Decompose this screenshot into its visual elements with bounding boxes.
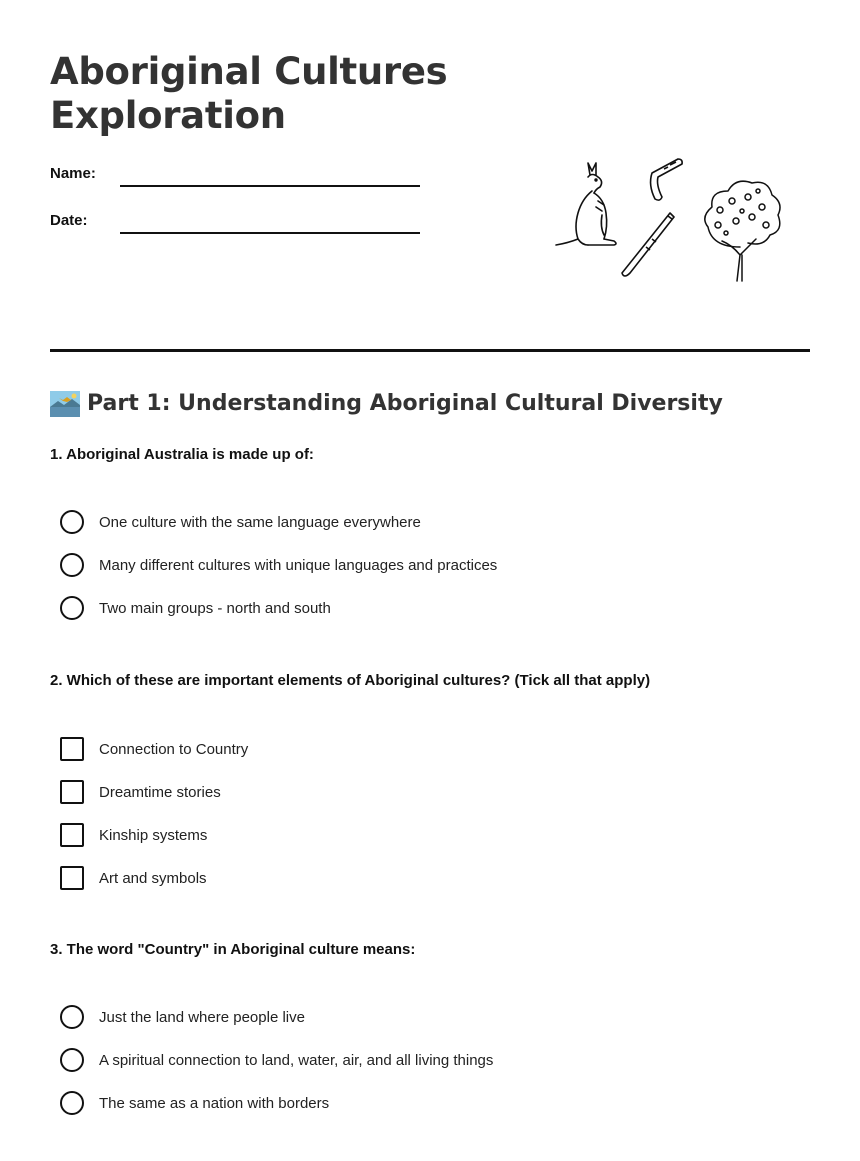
option-label: Just the land where people live [99,1008,305,1026]
checkbox[interactable] [60,737,84,761]
q2-option-4[interactable] [60,866,207,890]
radio-button[interactable] [60,596,84,620]
q1-option-1[interactable] [60,510,421,534]
radio-button[interactable] [60,1005,84,1029]
q2-option-3[interactable] [60,823,207,847]
option-label: One culture with the same language everywhere [99,513,421,531]
checkbox[interactable] [60,823,84,847]
option-label: A spiritual connection to land, water, air, and all living things [99,1051,494,1069]
option-label: Dreamtime stories [99,783,221,801]
q1-option-3[interactable] [60,596,331,620]
date-line[interactable] [120,232,420,234]
date-label: Date: [50,212,88,229]
radio-button[interactable] [60,1048,84,1072]
q2-option-2[interactable] [60,780,221,804]
name-line[interactable] [120,185,420,187]
question-2: 2. Which of these are important elements of Aboriginal cultures? (Tick all that apply) [50,672,651,689]
illustrations [552,155,787,287]
checkbox[interactable] [60,780,84,804]
radio-button[interactable] [60,1091,84,1115]
q1-option-2[interactable] [60,553,497,577]
part1-title-text: Part 1: Understanding Aboriginal Cultural Diversity [87,391,723,416]
didgeridoo-icon [622,213,674,276]
q3-option-1[interactable] [60,1005,305,1029]
part1-title [50,389,723,419]
option-label: The same as a nation with borders [99,1094,330,1112]
question-1: 1. Aboriginal Australia is made up of: [50,446,314,463]
checkbox[interactable] [60,866,84,890]
q2-option-1[interactable] [60,737,248,761]
q3-option-3[interactable] [60,1091,329,1115]
q3-option-2[interactable] [60,1048,493,1072]
option-label: Two main groups - north and south [99,599,331,617]
radio-button[interactable] [60,553,84,577]
option-label: Art and symbols [99,869,207,887]
name-field[interactable] [50,165,430,189]
landscape-photo-icon [50,391,80,417]
section-divider [50,349,810,352]
page-title: Aboriginal Cultures Exploration [50,50,448,137]
question-3: 3. The word "Country" in Aboriginal culture means: [50,941,416,958]
boomerang-icon [651,159,683,200]
option-label: Kinship systems [99,826,208,844]
tree-icon [705,181,780,281]
name-label: Name: [50,165,96,182]
kangaroo-icon [556,163,616,245]
option-label: Many different cultures with unique languages and practices [99,556,498,574]
date-field[interactable] [50,212,430,236]
radio-button[interactable] [60,510,84,534]
option-label: Connection to Country [99,740,249,758]
